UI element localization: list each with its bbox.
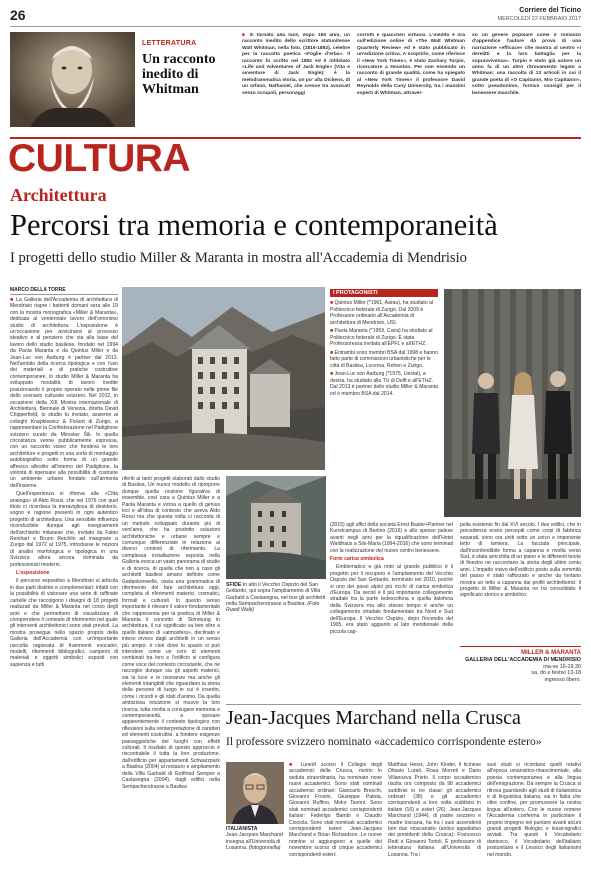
infobox-hours-1: ma-ve 16-19.30 xyxy=(543,663,581,670)
sidebar-text: ■ Quintus Miller (*1961, Aarau), ha studiato al Politecnico federale di Zurigo. Dal 2009 è Professore ordinario all'Accademia di architettura di Mendrisio, USI. ■ Paola Maranta (*1959, Coira) ha studiato al Politecnico federale di Zurigo. È stata Professoressa invitata all'EPFL e all'ETHZ. ■ Entrambi sono membri BSA dal 1998 e hanno fatto parte di commissioni urbanistiche per le città di Basilea, Lucerna, Rehen e Zurigo. ■ Jean-Luc von Aarburg (*1975, Liestal), a destra, ha studiato alla TU di Delft e all'ETHZ. Dal 2013 è partner dello studio Miller & Maranta ed è membro BSA dal 2014. xyxy=(330,300,438,397)
teaser-kicker: LETTERATURA xyxy=(142,40,197,47)
infobox xyxy=(460,650,581,684)
photo-architects xyxy=(444,289,581,517)
article2-photo-caption: ITALIANISTA Jean-Jacques Marchand insegna all'Università di Losanna. (fotogonnella) xyxy=(226,826,283,851)
teaser-col-3: so un genere popolare come il romanzo d'appendice l'autore dà prova di una narrazione «efficace» che mostra al centro «i derelitti e la loro battaglia per la sopravvivenza». Turpin è stato già autore un anno fa di un altro ritrovamento legato a Whitman: una raccolta di 13 articoli in cui il grande poeta di «O Capitano!, Mio Capitano!», sotto pseudonimo, forniva consigli per il benessere maschile. xyxy=(472,33,581,96)
article-col-2: riferiti ai tanti progetti elaborati dallo studio di Basilea. Un nuovo modello di riproporre dunque quella nozione figurativa di ensemble, così cara a Quintus Miller e a Paola Maranta e vicina a quello di genius loci e all'idea di contesto che aveva Aldo Rossi ma che questa volta ci racconta di un metodo sviluppato durante più di vent'anni, che ha prodotto soluzioni architettoniche e urbane sempre e comunque differenziate in relazione ai diversi contesti di riferimento. La complessa installazione esposta nella Galleria evoca un vasto panorama di studio e di ricerca, di quella che non a caso gli architetti basilesi amano definire come Gedankenwelle, ossia una grammatica di riferimento del fare architettura oggi, completa di riferimenti materici, cromatici, formali e culturali. In questo senso importante è rilevare il valore fondamentale che rappresenta per la poetica di Miller & Maranta il concetto di Stimmung in architettura, il cui significato va ben oltre a quello italiano di «atmosfera», declinato e inteso invece dagli architetti in un senso più ampio: è cioè dove lo spazio si può intendere come un coro di elementi combinati tra loro e l'edificio si configura come voce del contesto circostante, che ne raccoglie dunque sia gli aspetti materici, sia la luce e le risonanze ma anche gli elementi intangibili che riguardano la storia della persone di luogo in cui è inserito, come i ricordi e gli stati d'animo. Da quella ambiziosa intuizione si muove la loro ricerca, tutta rivolta a coniugare memoria e contemporaneità, a spesare apparentemente il contesto tipologico con riflessioni sulla reinterpretazione di caratteri ed elementi costruttivi, a fondere esigenze paesaggistiche dei luoghi con effetti culturali. Il risultato di questo approccio è riscontrabile il tutta la loro produzione, dall'edificio per appartamenti Schwarzpark a Basilea (2004) al restauro e ampliamento della Villa Garbald di Gottfried Semper a Castasegna (2004), dagli edifici nella Sempacherstrasse a Basilea xyxy=(122,476,220,790)
photo-marchand xyxy=(226,762,284,824)
sidebar-label: I PROTAGONISTI xyxy=(330,289,438,297)
teaser-col-2: corrotti e quaccheri virtuosi. L'inedito è ora sull'edizione online di «The Walt Whitman Quarterly Review» ed è stato pubblicato in un'edizione critica. A scoprirlo, come riferisce il «New York Times», è stato Zachary Turpin, ricercatore a Houston. Per non essendo un racconto di grande qualità, come ha spiegato al «New York Times» il professore David Reynolds della Cuny University, tra i massimi esperti di Whitman, attraver- xyxy=(357,33,465,96)
publication-name: Corriere del Ticino xyxy=(519,7,581,14)
article2-subhead: Il professore svizzero nominato «accademico corrispondente estero» xyxy=(226,736,542,748)
article-col-1: ■ La Galleria dell'Accademia di architettura di Mendrisio riapre i battenti domani sera alle 19 con la mostra monografica «Miller & Maranta», dedicata al ventennale lavoro dell'omonimo studio di architettura. L'esposizione è un'occasione per avvicinarsi al processo ideativo e al pensiero che sta alla base del lavoro dello studio basilese, fondato nel 1994 da Paola Maranta e da Quintus Miller e da Jean-Luc von Aarburg è partner dal 2013. Nell'ambito della ricerca tipologica e con l'uso dei materiali e di pratiche costruttive contemporanee, lo studio Miller & Maranta ha sviluppato modalità di lavoro inedite posizionando il proprio operato nelle prime file dello scenario culturale svizzero. Nel 2012, in occasione della XIII Mostra internazionale di Architettura, Biennale di Venezia, diretta David Chipperfield, lo studio fu invitato, assieme ai colleghi Knapkiewicz & Fickert di Zurigo, a rappresentare la Confederazione nel Padiglione svizzero curato da Miroslav Šik. In quella circostanza venne pubblicamente espressa, con un racconto visivo che fondeva le loro architetture e progetti in una sorta di montaggio autobiografico sotto forma di un grande affresco allestito all'interno del Padiglione, la volontà di ripensare alla possibilità di costruire un ambiente urbano fondato sull'armonia dell'insieme. Quell'esperienza si riferiva alla «Città analoga» di Aldo Rossi, che nel 1976 con quel titolo ci ricordava la meravigliosa di desiderio, sogno e ragione presenti in ogni autentico progetto di architettura. Una sensibile influenza riconducibile dunque agli insegnamenti dell'architetto milanese che, invitato da Fabio Reinhart e Bruno Reichlin ad insegnare a Zurigo dal 1972 al 1975, introdusse le nozioni di analisi morfologica e tipologica in una Svizzera allora ancora dominata da professionisti moderni. L'esposizione Il percorso espositivo a Mendrisio si articola in due parti distinte e complementari: infatti con la possibilità di visionare una serie di raffinate cartelle che raccolgono i disegni di 18 progetti realizzati da Miller & Maranta nel corso degli anni e che permettono di visualizzare di comprendere il contesto di riferimento nel quale gli interventi architettonici sono stati previsti. La mostra prosegue nello spazio proprio della Galleria dell'Accademia con un'importante raccolta ragionata di frammenti evocativi, modelli, riferimenti bibliografici, campioni di materiali e oggetti simbolici esposti con sapienza e tutti xyxy=(10,297,118,668)
infobox-venue: GALLERIA DELL'ACCADEMIA DI MENDRISIO xyxy=(465,656,581,663)
infobox-rule xyxy=(460,646,581,647)
article-col-3: (2015) agli uffici della società Ernst Basler+Partner nel Kunstcampus di Berlino (2016) e allo spesso palese avanti negli anni per la riqualificazione dell'Hotel Waldhaus a Sils-Maria (1994-2016) che sono terminati con la realizzazione del nuovo centro benessere. Forte carica simbolica Emblematico e già noto al grande pubblico è il progetto per il recupero e l'ampliamento del Vecchio Ospizio del San Gottardo, terminato nel 2010, poiché si uno dei passi alpini più ricchi di carica simbolica d'Europa. Da secoli è il più importante collegamento stradale tra la parte tedescofona e quella italofona della Svizzera ma allo stesso tempo è anche un collegamento stradale fondamentale tra Nord e Sud dell'Europa. Il Vecchio Ospizio, dopo l'incendio del 1905, era stato aggiunto al lato meridionale della piccola cap- xyxy=(330,522,453,635)
article2-headline: Jean-Jacques Marchand nella Crusca xyxy=(226,707,521,729)
teaser-title: Un racconto inedito di Whitman xyxy=(142,52,216,97)
byline-rule xyxy=(10,294,118,295)
article-col-4: pella esistente fin dal XVI secolo. I due edifici, che in precedenza erano percepiti come corpi di fabbrica separati, sono ora uniti sotto un unico e imponente tetto di lamiera. La facciata principale, dall'inconfondibile forma a capanna e rivolta verso Sud, è stata arricchita di un piano e le differenti teorie di finestre ne raccontano la storia degli ultimi cento anni. L'impatto visivo dell'edificio posto sulla sommità del passo è stato rafforzato e anche da lontano mostra un tetto a capanna dai profili architettonici: il progetto di Miller & Maranta ne ha consolidato il significato storico e simbolico. xyxy=(460,522,581,599)
article2-col-2: Matthias Heinz, John Kinder, il ticinese Ottavio Lurati, Rosa Morreti e Dario Villanueva Prieto. Il corpo accademico risulta ora composto da 98 accademici suddivisi in tre classi: gli accademici ordinari (38) e gli accademici corrispondenti a loro volta suddivisi in italiani (16) e esteri (26). Jean-Jacques Marchand (1944), di padre svizzero e madre toscana, ha tra i suoi ascendenti ben due «toscanisti» (antico appellativo dei presidenti della Crusca): Francesco Redi e Giovanni Tortoli. È professore di letteratura italiana all'Università di Losanna. Tra i xyxy=(388,762,481,858)
article2-col-3: suoi studi si ricordano quelli relativi all'epoca umanistico-rinascimentale, alla poesia contemporanea e alla lingua dell'emigrazione. Da sempre la Crusca si ritrova guardando agli studi di italianistica e di linguistica italiana, sia in Italia che oltre confine, per promuovere la nostra lingua all'estero. Con le nuove nomine l'Accademia conferma in particolare il proprio impegno nel puntare avanti alcuni grandi progetti filologici e lessicografici avviati. Tra questi il Vocabolario dantesco, il Vocabolario dell'italiano postunitario e il Lessico degli italianismi nel mondo. xyxy=(487,762,581,858)
photo-gotthard-hospice xyxy=(122,287,325,470)
infobox-title: MILLER & MARANTA xyxy=(521,650,581,656)
article2-rule xyxy=(226,704,581,705)
header-rule xyxy=(10,26,581,27)
whitman-portrait xyxy=(10,32,135,127)
infobox-entry: ingresso libero. xyxy=(544,677,581,684)
section-title: CULTURA xyxy=(8,137,191,180)
section-category: Architettura xyxy=(10,185,107,205)
photo-villa-garbald xyxy=(226,476,326,579)
article-byline: MARCO DELLA TORRE xyxy=(10,287,66,293)
article-headline: Percorsi tra memoria e contemporaneità xyxy=(10,208,498,242)
teaser-col-1: ■ È tornato alla luce, dopo 165 anni, un racconto inedito dello scrittore statunitense Walt Whitman, nella foto, (1819-1892), celebre per la raccolta poetica «Foglie d'erba». Il racconto fu scritto nel 1852 ed è intitolato «Life and Adventures of Jack Engle» (Vita e avventure di Jack Engle): è la melodrammatica storia, un po' alla Dickens, di un orfano, Nathaniel, che cresce tra avvocati senza scrupoli, personaggi xyxy=(242,33,350,96)
page-number: 26 xyxy=(10,7,26,23)
publication-date: MERCOLEDÌ 22 FEBBRAIO 2017 xyxy=(497,16,581,22)
article2-col-1: ■ Lunedì scorso il Collegio degli accademici della Crusca, riunito in seduta straordinaria, ha nominato nove nuovi accademici. Sono stati nominati accademici ordinari: Giancarlo Breschi, Giovanni Frosini, Giuseppe Patota, Giovanni Ruffino, Mirko Tavoni. Sono stati nominati accademici corrispondenti italiani: Federigo Bambi e Claudio Ciociola. Sono stati nominati accademici corrispondenti esteri: Jean-Jacques Marchand e Brian Richardson. Le nuove nomine si aggiungono a quelle del novembre scorso di cinque accademici corrispondenti esteri: xyxy=(289,762,382,858)
photo-caption: SFIDE In alto il Vecchio Ospizio del San Gottardo, qui sopra l'ampliamento di Villa Garbald a Castasegna, nel box gli architetti nella Sempacherstrasse a Basilea. (Foto Ruedi Walti) xyxy=(226,582,326,614)
article-subhead: I progetti dello studio Miller & Maranta in mostra all'Accademia di Mendrisio xyxy=(10,250,467,266)
infobox-hours-2: sa, do e festivi 13-18 xyxy=(531,670,581,677)
